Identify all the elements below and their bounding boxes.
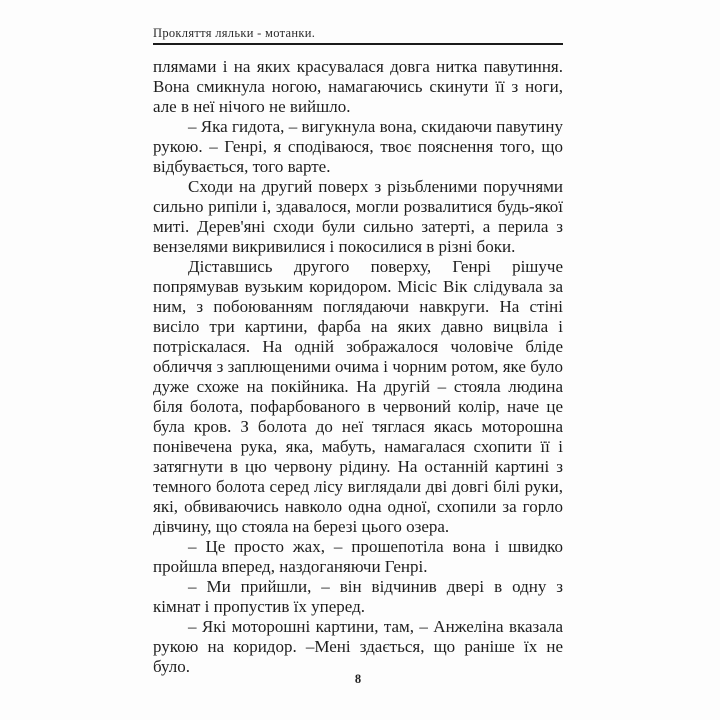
paragraph: Сходи на другий поверх з різьбленими поручнями сильно рипіли і, здавалося, могли розвалитися будь-якої миті. Дерев'яні сходи були сильно затерті, а перила з вензелями викривилися і покосилися в різні боки. — [153, 177, 563, 256]
body-text — [153, 57, 563, 677]
page-number: 8 — [354, 672, 362, 686]
paragraph: плямами і на яких красувалася довга нитка павутиння. Вона смикнула ногою, намагаючись скинути її з ноги, але в неї нічого не вийшло. — [153, 57, 563, 116]
running-header — [153, 26, 563, 45]
running-title: Прокляття ляльки - мотанки. — [153, 26, 316, 40]
paragraph: – Які моторошні картини, там, – Анжеліна вказала рукою на коридор. –Мені здається, що раніше їх не було. — [153, 617, 563, 676]
paragraph: – Це просто жах, – прошепотіла вона і швидко пройшла вперед, наздоганяючи Генрі. — [153, 537, 563, 576]
text-block — [153, 26, 563, 677]
paragraph: – Ми прийшли, – він відчинив двері в одну з кімнат і пропустив їх уперед. — [153, 577, 563, 616]
paragraph: – Яка гидота, – вигукнула вона, скидаючи павутину рукою. – Генрі, я сподіваюся, твоє пояснення того, що відбувається, того варте. — [153, 117, 563, 176]
paragraph: Діставшись другого поверху, Генрі рішуче попрямував вузьким коридором. Місіс Вік слідувала за ним, з побоюванням поглядаючи навкруги. На стіні висіло три картини, фарба на яких давно вицвіла і потріскалася. На одній зображалося чоловіче бліде обличчя з заплющеними очима і чорним ротом, яке було дуже схоже на покійника. На другій – стояла людина біля болота, пофарбованого в червоний колір, наче це була кров. З болота до неї тяглася якась моторошна понівечена рука, яка, мабуть, намагалася схопити її і затягнути в цю червону рідину. На останній картині з темного болота серед лісу виглядали дві довгі білі руки, які, обвиваючись навколо одна одної, схопили за горло дівчину, що стояла на березі цього озера. — [153, 257, 563, 536]
